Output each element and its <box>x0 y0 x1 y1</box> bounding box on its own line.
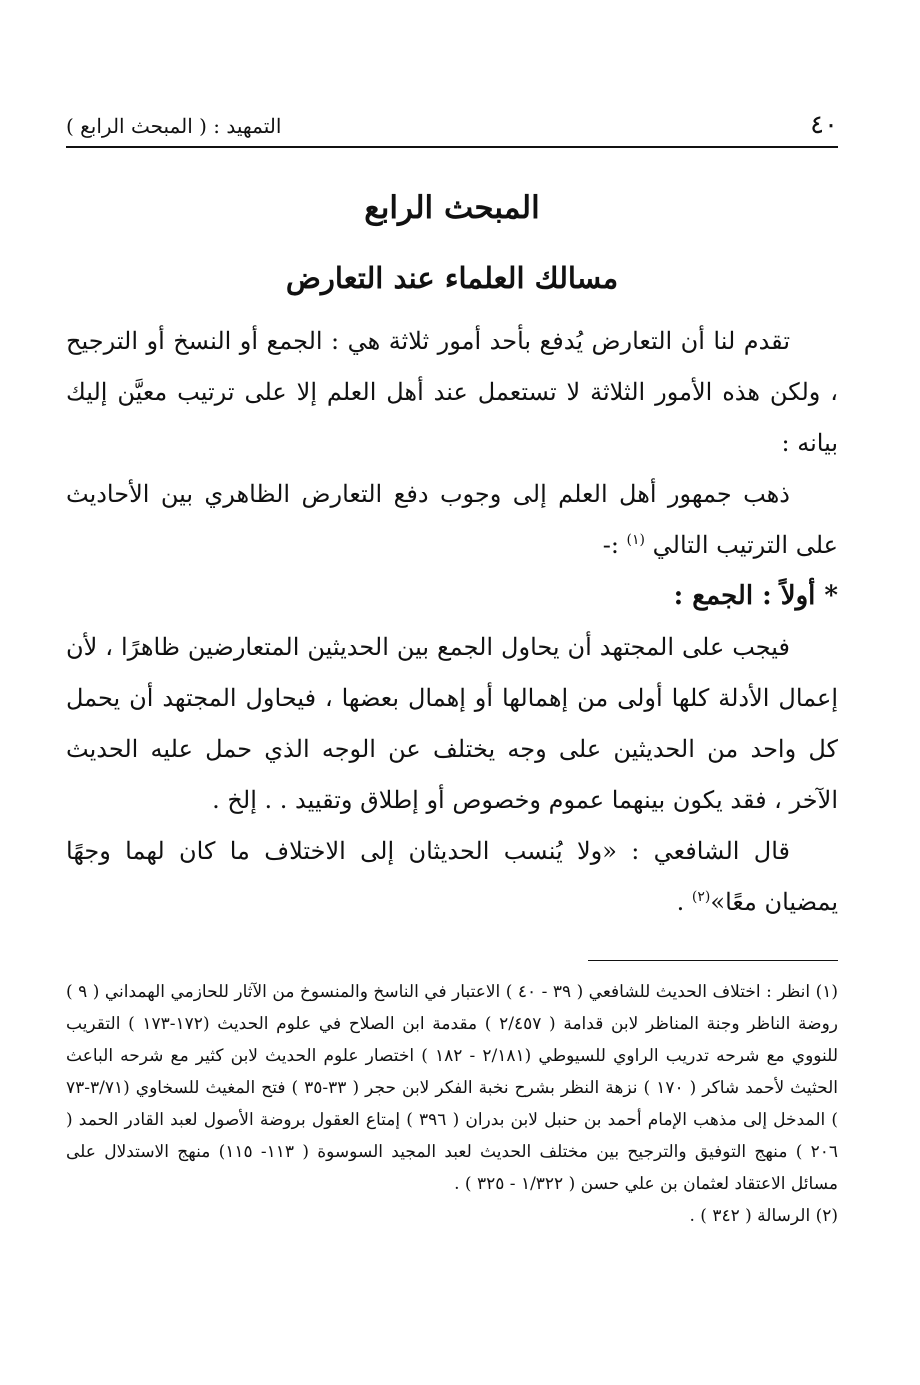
section-label: * أولاً : الجمع : <box>673 581 838 611</box>
paragraph-text: قال الشافعي : «ولا يُنسب الحديثان إلى الاختلاف ما كان لهما وجهًا يمضيان معًا» <box>66 837 838 916</box>
paragraph-end: . <box>676 888 692 916</box>
footnote: (٢) الرسالة ( ٣٤٢ ) . <box>689 1206 838 1226</box>
footnote: (١) انظر : اختلاف الحديث للشافعي ( ٣٩ - ٤٠ ) الاعتبار في الناسخ والمنسوخ من الآثار للحازمي الهمداني ( ٩ ) روضة الناظر وجنة المناظر لابن قدامة ( ٢/٤٥٧ ) مقدمة ابن الصلاح في علوم الحديث (١٧٢-١٧٣ ) التقريب للنووي مع شرحه تدريب الراوي للسيوطي (٢/١٨١ - ١٨٢ ) اختصار علوم الحديث لابن كثير مع شرحه الباعث الحثيث لأحمد شاكر ( ١٧٠ ) نزهة النظر بشرح نخبة الفكر لابن حجر ( ٣٣-٣٥ ) فتح المغيث للسخاوي (٣/٧١-٧٣ ) المدخل إلى مذهب الإمام أحمد بن حنبل لابن بدران ( ٣٩٦ ) إمتاع العقول بروضة الأصول لعبد القادر الحمد ( ٢٠٦ ) منهج التوفيق والترجيح بين مختلف الحديث لعبد المجيد السوسوة ( ١١٣- ١١٥) منهج الاستدلال على مسائل الاعتقاد لعثمان بن علي حسن ( ١/٣٢٢ - ٣٢٥ ) . <box>66 982 839 1194</box>
paragraph-text: ذهب جمهور أهل العلم إلى وجوب دفع التعارض الظاهري بين الأحاديث على الترتيب التالي <box>66 480 838 559</box>
body-text <box>66 316 838 928</box>
page-number: ٤٠ <box>810 110 838 140</box>
paragraph-end: :- <box>602 531 627 559</box>
footnotes <box>66 976 838 1232</box>
running-title: التمهيد : ( المبحث الرابع ) <box>66 114 282 138</box>
paragraph: تقدم لنا أن التعارض يُدفع بأحد أمور ثلاثة هي : الجمع أو النسخ أو الترجيح ، ولكن هذه الأمور الثلاثة لا تستعمل عند أهل العلم إلا على ترتيب معيَّن إليك بيانه : <box>66 327 838 457</box>
header-rule <box>66 146 838 148</box>
page-header <box>66 110 838 146</box>
paragraph <box>66 469 838 571</box>
footnote-ref: (٢) <box>691 889 711 905</box>
paragraph: فيجب على المجتهد أن يحاول الجمع بين الحديثين المتعارضين ظاهرًا ، لأن إعمال الأدلة كلها أولى من إهمالها أو إهمال بعضها ، فيحاول المجتهد أن يحمل كل واحد من الحديثين على وجه يختلف عن الوجه الذي حمل عليه الحديث الآخر ، فقد يكون بينهما عموم وخصوص أو إطلاق وتقييد . . إلخ . <box>66 633 838 814</box>
footnote-rule <box>588 960 838 961</box>
footnote-ref: (١) <box>626 532 646 548</box>
paragraph <box>66 826 838 928</box>
section-subheading: مسالك العلماء عند التعارض <box>285 261 619 295</box>
section-heading: المبحث الرابع <box>364 190 540 226</box>
